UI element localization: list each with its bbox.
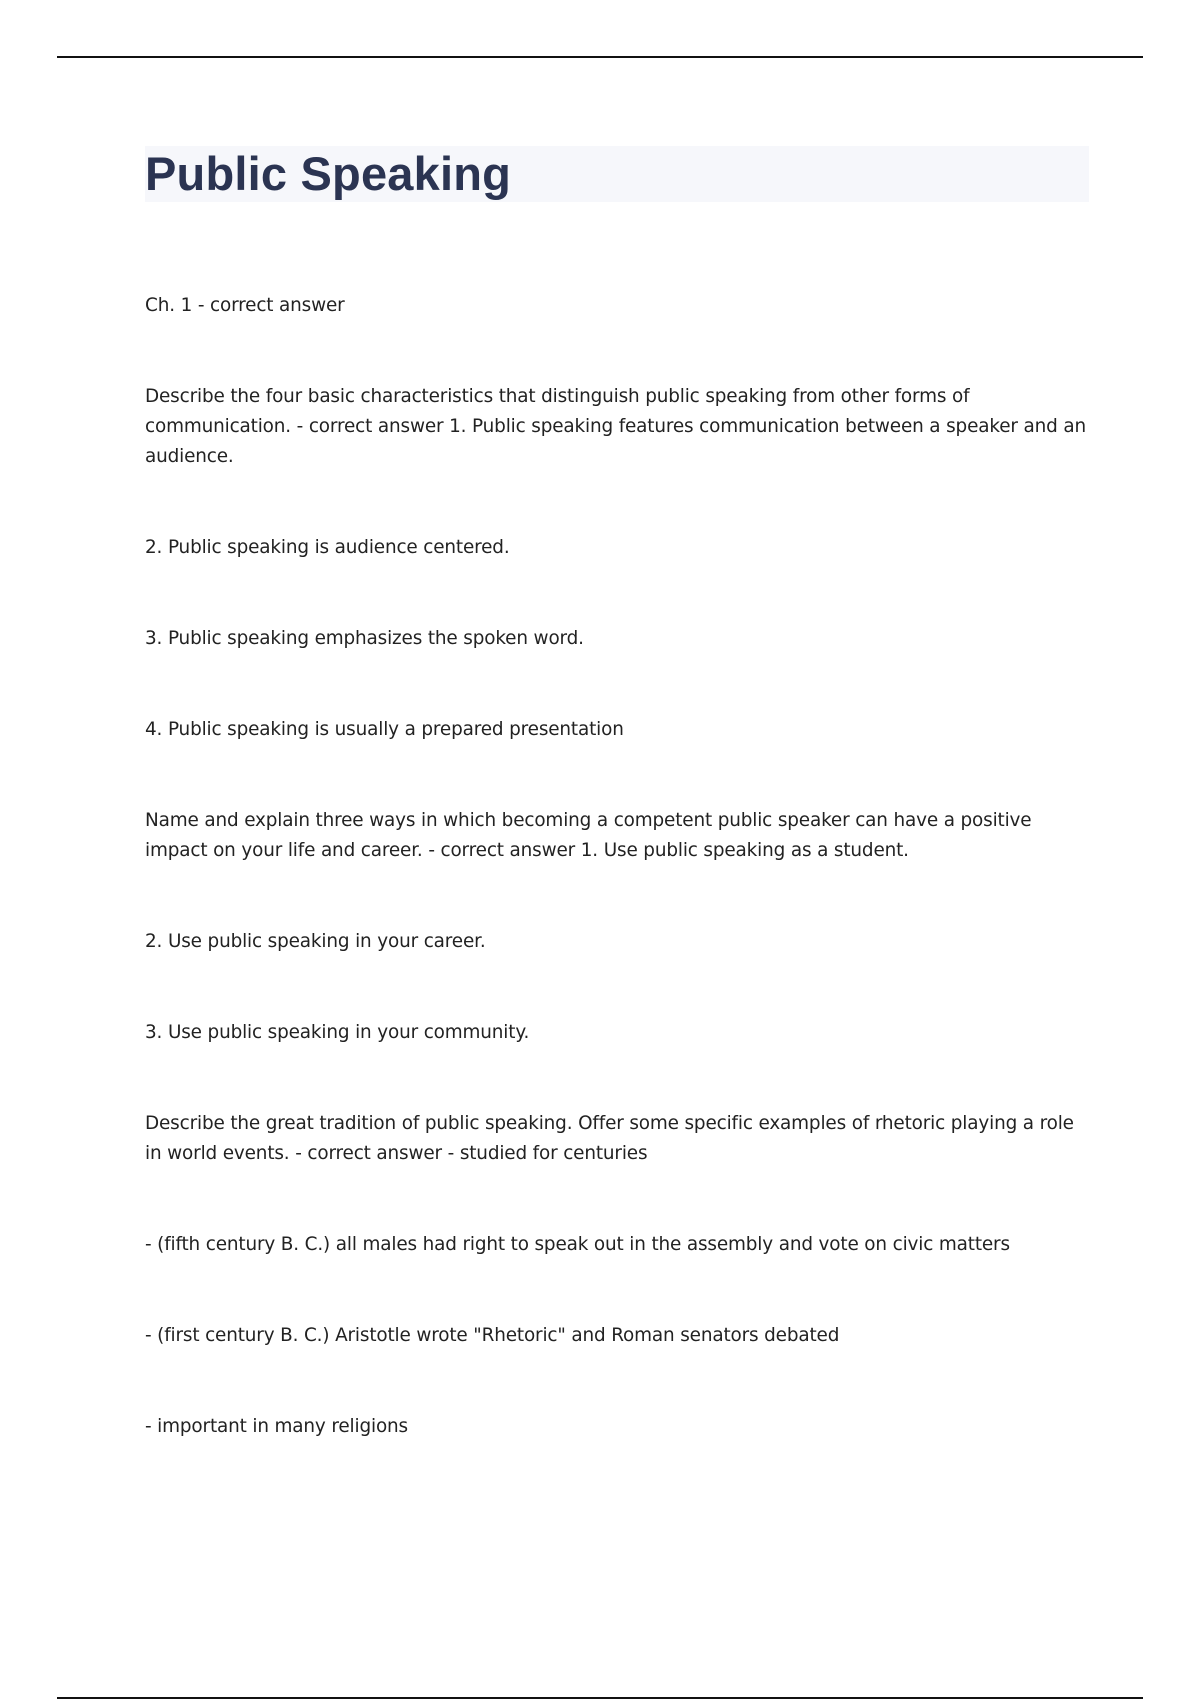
paragraph-answer-item: 3. Use public speaking in your community. <box>145 1022 530 1043</box>
paragraph-answer-item: 2. Use public speaking in your career. <box>145 931 486 952</box>
paragraph-question-impact: Name and explain three ways in which becoming a competent public speaker can have a positive impact on your life and career. - correct answer 1. Use public speaking as a student. <box>145 810 1038 861</box>
paragraph-answer-item: - (fifth century B. C.) all males had right to speak out in the assembly and vote on civic matters <box>145 1234 1010 1255</box>
page-title: Public Speaking <box>145 147 512 200</box>
paragraph-question-tradition: Describe the great tradition of public speaking. Offer some specific examples of rhetoric playing a role in world events. - correct answer - studied for centuries <box>145 1113 1080 1164</box>
bottom-divider <box>57 1697 1143 1699</box>
paragraph-question-characteristics: Describe the four basic characteristics that distinguish public speaking from other forms of communication. - correct answer 1. Public speaking features communication between a speaker and an audience. <box>145 386 1092 467</box>
paragraph-answer-item: 2. Public speaking is audience centered. <box>145 537 510 558</box>
paragraph-answer-item: - (first century B. C.) Aristotle wrote "Rhetoric" and Roman senators debated <box>145 1325 840 1346</box>
top-divider <box>57 56 1143 58</box>
paragraph-answer-item: - important in many religions <box>145 1416 408 1437</box>
document-body <box>145 291 1092 1503</box>
paragraph-answer-item: 3. Public speaking emphasizes the spoken word. <box>145 628 584 649</box>
paragraph-chapter-heading: Ch. 1 - correct answer <box>145 295 345 316</box>
paragraph-answer-item: 4. Public speaking is usually a prepared presentation <box>145 719 624 740</box>
